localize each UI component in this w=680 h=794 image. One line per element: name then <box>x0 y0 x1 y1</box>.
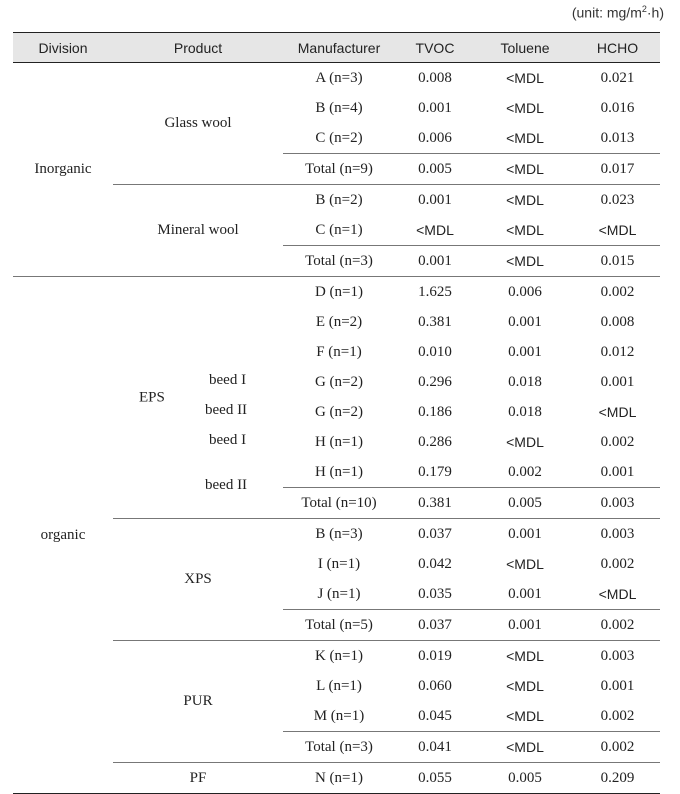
manufacturer-cell: E (n=2) <box>315 313 363 330</box>
header-tvoc: TVOC <box>395 33 475 63</box>
toluene-cell: <MDL <box>475 732 575 763</box>
beed-label: beed I <box>209 432 247 448</box>
manufacturer-cell: I (n=1) <box>317 555 361 572</box>
unit-tail: ·h) <box>646 4 664 21</box>
hcho-cell: 0.002 <box>600 433 635 450</box>
tvoc-cell: 0.035 <box>418 585 452 602</box>
header-division: Division <box>13 33 113 63</box>
product-pf: PF <box>113 763 283 794</box>
manufacturer-cell: B (n=3) <box>283 519 395 550</box>
tvoc-cell: 0.041 <box>395 732 475 763</box>
toluene-cell: <MDL <box>475 154 575 185</box>
hcho-cell: <MDL <box>598 404 637 420</box>
manufacturer-cell: B (n=2) <box>283 185 395 216</box>
tvoc-cell: 0.037 <box>395 610 475 641</box>
tvoc-cell: 0.381 <box>395 488 475 519</box>
manufacturer-cell: L (n=1) <box>316 677 362 694</box>
manufacturer-total: Total (n=5) <box>283 610 395 641</box>
product-pur: PUR <box>113 641 283 763</box>
hcho-cell: 0.013 <box>600 129 635 146</box>
hcho-cell: 0.021 <box>600 69 635 86</box>
toluene-cell: 0.001 <box>475 610 575 641</box>
hcho-cell: 0.017 <box>575 154 660 185</box>
table-row <box>13 63 660 94</box>
product-eps <box>113 277 283 519</box>
tvoc-cell: 0.001 <box>395 185 475 216</box>
toluene-cell: <MDL <box>506 70 544 86</box>
toluene-cell: 0.002 <box>508 463 542 480</box>
hcho-cell: <MDL <box>598 586 637 602</box>
manufacturer-cell: F (n=1) <box>316 343 362 360</box>
toluene-cell: <MDL <box>475 641 575 672</box>
toluene-cell: <MDL <box>475 185 575 216</box>
toluene-cell: 0.001 <box>508 585 542 602</box>
tvoc-cell: 0.001 <box>395 246 475 277</box>
product-mineral-wool: Mineral wool <box>113 185 283 277</box>
manufacturer-cell: D (n=1) <box>283 277 395 308</box>
toluene-cell: <MDL <box>506 100 544 116</box>
header-hcho: HCHO <box>575 33 660 63</box>
toluene-cell: <MDL <box>506 708 544 724</box>
hcho-cell: 0.001 <box>600 463 635 480</box>
hcho-cell: 0.001 <box>600 677 635 694</box>
table-row <box>13 277 660 308</box>
tvoc-cell: 1.625 <box>395 277 475 308</box>
hcho-cell: 0.003 <box>575 488 660 519</box>
hcho-cell: 0.209 <box>575 763 660 794</box>
toluene-cell: 0.018 <box>508 373 542 390</box>
manufacturer-total: Total (n=3) <box>283 732 395 763</box>
toluene-cell: <MDL <box>506 222 544 238</box>
beed-label: beed II <box>205 402 248 418</box>
hcho-cell: 0.003 <box>575 641 660 672</box>
header-manufacturer: Manufacturer <box>283 33 395 63</box>
tvoc-cell: 0.296 <box>418 373 452 390</box>
tvoc-cell: 0.019 <box>395 641 475 672</box>
tvoc-cell: 0.008 <box>418 69 452 86</box>
header-toluene: Toluene <box>475 33 575 63</box>
toluene-cell: 0.005 <box>475 763 575 794</box>
tvoc-cell: 0.042 <box>418 555 452 572</box>
beed-label: beed I <box>209 372 247 388</box>
toluene-cell: <MDL <box>506 556 544 572</box>
toluene-cell: <MDL <box>506 434 544 450</box>
unit-text: (unit: mg/m <box>571 4 642 21</box>
product-xps: XPS <box>113 519 283 641</box>
manufacturer-cell: B (n=4) <box>315 99 363 116</box>
header-row <box>13 33 660 63</box>
hcho-cell: 0.001 <box>600 373 635 390</box>
tvoc-cell: 0.005 <box>395 154 475 185</box>
manufacturer-cell: H (n=1) <box>314 433 364 450</box>
product-glass-wool: Glass wool <box>164 115 232 131</box>
manufacturer-cell: G (n=2) <box>314 373 364 390</box>
beed-label: beed II <box>205 477 248 493</box>
toluene-cell: 0.006 <box>475 277 575 308</box>
toluene-cell: 0.001 <box>508 343 542 360</box>
manufacturer-cell: J (n=1) <box>317 585 361 602</box>
tvoc-cell: 0.037 <box>395 519 475 550</box>
hcho-cell: <MDL <box>598 222 637 238</box>
tvoc-cell: 0.381 <box>418 313 452 330</box>
product-eps-label: EPS <box>139 389 165 405</box>
tvoc-cell: 0.286 <box>418 433 452 450</box>
toluene-cell: 0.001 <box>508 313 542 330</box>
toluene-cell: 0.005 <box>475 488 575 519</box>
tvoc-cell: 0.060 <box>418 677 452 694</box>
header-product: Product <box>113 33 283 63</box>
hcho-cell: 0.003 <box>575 519 660 550</box>
manufacturer-cell: C (n=1) <box>315 221 363 238</box>
manufacturer-cell: M (n=1) <box>313 707 365 724</box>
hcho-cell: 0.002 <box>600 707 635 724</box>
unit-label <box>572 4 664 21</box>
manufacturer-cell: K (n=1) <box>283 641 395 672</box>
hcho-cell: 0.002 <box>575 277 660 308</box>
hcho-cell: 0.002 <box>575 732 660 763</box>
manufacturer-total: Total (n=9) <box>283 154 395 185</box>
hcho-cell: 0.012 <box>600 343 635 360</box>
toluene-cell: <MDL <box>506 130 544 146</box>
tvoc-cell: 0.186 <box>418 403 452 420</box>
manufacturer-cell: A (n=3) <box>315 69 363 86</box>
hcho-cell: 0.015 <box>575 246 660 277</box>
manufacturer-total: Total (n=10) <box>283 488 395 519</box>
division-organic: organic <box>13 277 113 794</box>
emission-table <box>13 32 660 794</box>
manufacturer-cell: H (n=1) <box>314 463 364 480</box>
tvoc-cell: 0.179 <box>418 463 452 480</box>
toluene-cell: 0.001 <box>475 519 575 550</box>
manufacturer-cell: N (n=1) <box>283 763 395 794</box>
hcho-cell: 0.016 <box>600 99 635 116</box>
hcho-cell: 0.002 <box>575 610 660 641</box>
toluene-cell: 0.018 <box>508 403 542 420</box>
unit-superscript: 2 <box>641 4 647 14</box>
division-inorganic: Inorganic <box>34 161 92 177</box>
tvoc-cell: 0.001 <box>418 99 452 116</box>
toluene-cell: <MDL <box>475 246 575 277</box>
manufacturer-total: Total (n=3) <box>283 246 395 277</box>
hcho-cell: 0.023 <box>575 185 660 216</box>
hcho-cell: 0.002 <box>600 555 635 572</box>
hcho-cell: 0.008 <box>600 313 635 330</box>
tvoc-cell: 0.006 <box>418 129 452 146</box>
manufacturer-cell: C (n=2) <box>315 129 363 146</box>
tvoc-cell: <MDL <box>416 222 454 238</box>
tvoc-cell: 0.010 <box>418 343 452 360</box>
toluene-cell: <MDL <box>506 678 544 694</box>
tvoc-cell: 0.045 <box>418 707 452 724</box>
manufacturer-cell: G (n=2) <box>314 403 364 420</box>
tvoc-cell: 0.055 <box>395 763 475 794</box>
